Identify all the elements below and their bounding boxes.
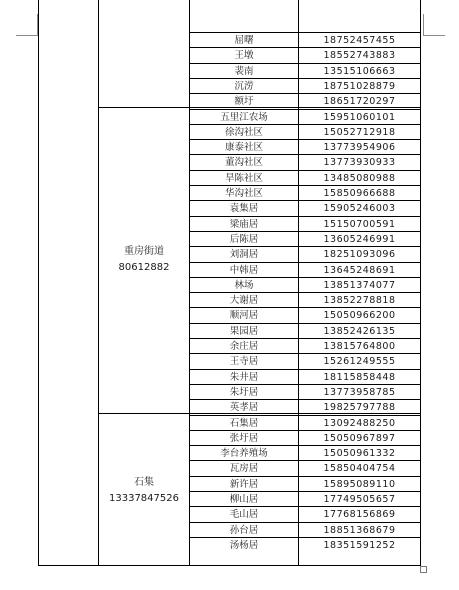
phone-cell: 15150700591 (323, 219, 396, 230)
location-name-cell: 董沟社区 (224, 157, 263, 168)
location-name-cell: 汤杨居 (229, 540, 259, 551)
location-name-cell: 顺河居 (229, 310, 259, 321)
phone-cell: 13605246991 (323, 234, 396, 245)
phone-cell: 15261249555 (323, 356, 396, 367)
table-border-right (420, 0, 421, 566)
phone-cell: 13851374077 (323, 280, 396, 291)
phone-cell: 18251093096 (323, 249, 396, 260)
group-phone: 80612882 (118, 262, 170, 273)
location-name-cell: 李台养殖场 (220, 448, 268, 459)
location-name-cell: 康泰社区 (224, 142, 263, 153)
phone-cell: 15050966200 (323, 310, 396, 321)
location-name-cell: 后陈居 (229, 234, 259, 245)
table-border-bottom (38, 565, 421, 566)
phone-cell: 18552743883 (323, 50, 396, 61)
location-name-cell: 林场 (234, 280, 254, 291)
phone-cell: 18115858448 (323, 372, 396, 383)
location-name-cell: 石集居 (229, 418, 259, 429)
phone-cell: 13515106663 (323, 66, 396, 77)
phone-cell: 17768156869 (323, 509, 396, 520)
location-name-cell: 新许居 (229, 479, 259, 490)
phone-cell: 13852426135 (323, 326, 396, 337)
phone-cell: 13773954906 (323, 142, 396, 153)
location-name-cell: 裴南 (234, 66, 254, 77)
phone-cell: 15895089110 (323, 479, 396, 490)
phone-cell: 15050961332 (323, 448, 396, 459)
phone-cell: 15951060101 (323, 112, 396, 123)
location-name-cell: 华沟社区 (224, 188, 263, 199)
location-name-cell: 王墩 (234, 50, 254, 61)
group-name: 石集 (134, 477, 154, 488)
phone-cell: 18651720297 (323, 96, 396, 107)
phone-cell: 13815764800 (323, 341, 396, 352)
location-name-cell: 屈曙 (234, 35, 254, 46)
location-name-cell: 余庄居 (229, 341, 259, 352)
location-name-cell: 毛山居 (229, 509, 259, 520)
phone-cell: 13852278818 (323, 295, 396, 306)
group-label (99, 244, 189, 276)
phone-cell: 15905246003 (323, 203, 396, 214)
location-name-cell: 孙台居 (229, 525, 259, 536)
location-name-cell: 额圩 (234, 96, 254, 107)
phone-cell: 13773930933 (323, 157, 396, 168)
location-name-cell: 王寺居 (229, 356, 259, 367)
location-name-cell: 梁庙居 (229, 219, 259, 230)
group-name: 重房街道 (124, 246, 164, 257)
phone-cell: 15050967897 (323, 433, 396, 444)
phone-cell: 19825797788 (323, 402, 396, 413)
phone-cell: 15850404754 (323, 463, 396, 474)
phone-cell: 18851368679 (323, 525, 396, 536)
location-name-cell: 朱圩居 (229, 387, 259, 398)
table-resize-handle[interactable] (420, 566, 427, 573)
location-name-cell: 徐沟社区 (224, 127, 263, 138)
phone-cell: 18752457455 (323, 35, 396, 46)
phone-cell: 18751028879 (323, 81, 396, 92)
location-name-cell: 英孝居 (229, 402, 259, 413)
phone-cell: 13092488250 (323, 418, 396, 429)
phone-cell: 17749505657 (323, 494, 396, 505)
group-label (99, 475, 189, 507)
location-name-cell: 五里江农场 (220, 112, 268, 123)
phone-cell: 13485080988 (323, 173, 396, 184)
location-name-cell: 柳山居 (229, 494, 259, 505)
location-name-cell: 果园居 (229, 326, 259, 337)
location-name-cell: 中韩居 (229, 265, 259, 276)
location-name-cell: 刘洞居 (229, 249, 259, 260)
location-name-cell: 大谢居 (229, 295, 259, 306)
location-name-cell: 袁集居 (229, 203, 259, 214)
location-name-cell: 朱井居 (229, 372, 259, 383)
phone-cell: 15850966688 (323, 188, 396, 199)
location-name-cell: 瓦房居 (229, 463, 259, 474)
table-border-left (38, 0, 39, 566)
location-name-cell: 张圩居 (229, 433, 259, 444)
phone-cell: 13773958785 (323, 387, 396, 398)
location-name-cell: 旱陈社区 (224, 173, 263, 184)
phone-cell: 13645248691 (323, 265, 396, 276)
location-name-cell: 沉涝 (234, 81, 254, 92)
phone-cell: 15052712918 (323, 127, 396, 138)
group-phone: 13337847526 (109, 493, 179, 504)
phone-cell: 18351591252 (323, 540, 396, 551)
